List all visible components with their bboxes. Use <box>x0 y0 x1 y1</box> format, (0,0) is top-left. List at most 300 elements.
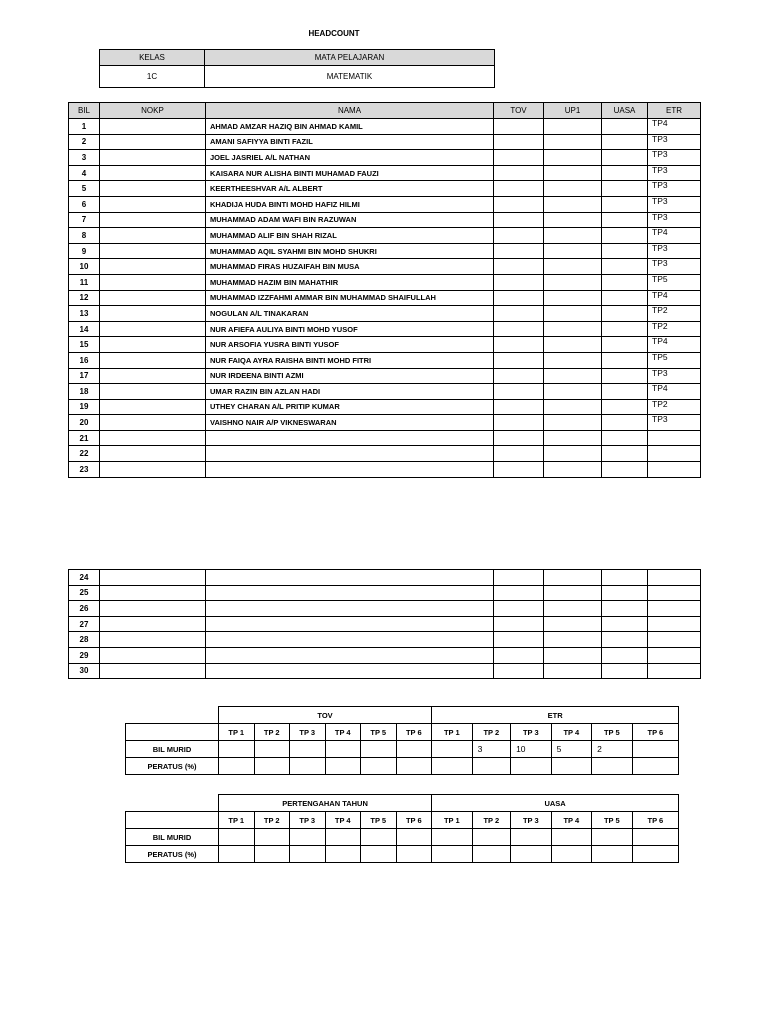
etr-header: ETR <box>648 103 701 119</box>
uasa-cell[interactable] <box>602 384 648 400</box>
nokp-cell[interactable] <box>100 384 206 400</box>
tov-cell[interactable] <box>494 446 544 462</box>
bil-cell: 13 <box>69 306 100 322</box>
nama-cell[interactable] <box>206 601 494 617</box>
summary-tp-row <box>126 724 679 741</box>
uasa-cell[interactable] <box>602 337 648 353</box>
tp-label: TP 2 <box>472 812 511 829</box>
nokp-cell[interactable] <box>100 632 206 648</box>
tp-label: TP 3 <box>511 724 552 741</box>
nokp-cell[interactable] <box>100 306 206 322</box>
nama-cell[interactable] <box>206 647 494 663</box>
tov-cell[interactable] <box>494 181 544 197</box>
etr-cell[interactable] <box>648 663 701 679</box>
summary-value-cell[interactable] <box>219 846 255 863</box>
summary-value-cell[interactable]: 5 <box>551 741 592 758</box>
uasa-cell[interactable] <box>602 274 648 290</box>
table-row <box>69 647 701 663</box>
summary-value-cell[interactable] <box>396 829 432 846</box>
nokp-cell[interactable] <box>100 134 206 150</box>
tov-cell[interactable] <box>494 212 544 228</box>
nama-cell[interactable]: MUHAMMAD FIRAS HUZAIFAH BIN MUSA <box>206 259 494 275</box>
table-row <box>69 632 701 648</box>
summary-value-cell[interactable] <box>325 846 361 863</box>
up1-cell[interactable] <box>544 150 602 166</box>
uasa-cell[interactable] <box>602 259 648 275</box>
etr-cell[interactable] <box>648 647 701 663</box>
bil-cell: 30 <box>69 663 100 679</box>
uasa-cell[interactable] <box>602 601 648 617</box>
nama-cell[interactable]: MUHAMMAD ADAM WAFI BIN RAZUWAN <box>206 212 494 228</box>
tov-cell[interactable] <box>494 415 544 431</box>
nokp-cell[interactable] <box>100 181 206 197</box>
up1-cell[interactable] <box>544 647 602 663</box>
summary-value-cell[interactable] <box>592 846 633 863</box>
etr-cell[interactable]: TP3 <box>648 415 701 431</box>
up1-cell[interactable] <box>544 570 602 586</box>
etr-cell[interactable] <box>648 570 701 586</box>
tov-header: TOV <box>494 103 544 119</box>
nokp-cell[interactable] <box>100 663 206 679</box>
bil-cell: 25 <box>69 585 100 601</box>
summary-value-cell[interactable] <box>632 829 679 846</box>
uasa-cell[interactable] <box>602 446 648 462</box>
uasa-cell[interactable] <box>602 134 648 150</box>
uasa-cell[interactable] <box>602 119 648 135</box>
etr-cell[interactable]: TP3 <box>648 134 701 150</box>
bil-cell: 12 <box>69 290 100 306</box>
summary-value-cell[interactable] <box>290 741 326 758</box>
nama-cell[interactable] <box>206 430 494 446</box>
etr-cell[interactable]: TP2 <box>648 399 701 415</box>
bil-cell: 26 <box>69 601 100 617</box>
up1-cell[interactable] <box>544 585 602 601</box>
summary-value-cell[interactable] <box>361 758 397 775</box>
summary-value-cell[interactable] <box>290 829 326 846</box>
nama-cell[interactable] <box>206 616 494 632</box>
peratus-row <box>126 758 679 775</box>
nokp-cell[interactable] <box>100 616 206 632</box>
mata-pelajaran-value[interactable]: MATEMATIK <box>205 66 495 88</box>
tov-cell[interactable] <box>494 134 544 150</box>
summary-value-cell[interactable] <box>592 758 633 775</box>
tov-cell[interactable] <box>494 430 544 446</box>
bil-header: BIL <box>69 103 100 119</box>
etr-cell[interactable]: TP3 <box>648 165 701 181</box>
tov-cell[interactable] <box>494 399 544 415</box>
summary-value-cell[interactable] <box>219 741 255 758</box>
etr-cell[interactable]: TP4 <box>648 384 701 400</box>
nama-cell[interactable]: NOGULAN A/L TINAKARAN <box>206 306 494 322</box>
up1-cell[interactable] <box>544 601 602 617</box>
up1-cell[interactable] <box>544 616 602 632</box>
nama-cell[interactable] <box>206 570 494 586</box>
etr-cell[interactable] <box>648 430 701 446</box>
nokp-cell[interactable] <box>100 196 206 212</box>
tov-cell[interactable] <box>494 150 544 166</box>
summary-value-cell[interactable] <box>290 758 326 775</box>
summary-value-cell[interactable] <box>254 829 290 846</box>
summary-group-row <box>126 707 679 724</box>
nama-cell[interactable]: NUR FAIQA AYRA RAISHA BINTI MOHD FITRI <box>206 352 494 368</box>
nokp-cell[interactable] <box>100 290 206 306</box>
up1-cell[interactable] <box>544 165 602 181</box>
uasa-cell[interactable] <box>602 181 648 197</box>
summary-value-cell[interactable] <box>325 741 361 758</box>
summary-value-cell[interactable] <box>254 846 290 863</box>
uasa-cell[interactable] <box>602 368 648 384</box>
nama-cell[interactable]: MUHAMMAD IZZFAHMI AMMAR BIN MUHAMMAD SHAIFULLAH <box>206 290 494 306</box>
uasa-cell[interactable] <box>602 415 648 431</box>
table-row <box>69 570 701 586</box>
summary-value-cell[interactable] <box>432 741 473 758</box>
etr-cell[interactable]: TP3 <box>648 368 701 384</box>
summary-value-cell[interactable] <box>632 741 679 758</box>
tov-cell[interactable] <box>494 647 544 663</box>
uasa-cell[interactable] <box>602 663 648 679</box>
nokp-cell[interactable] <box>100 430 206 446</box>
nokp-cell[interactable] <box>100 399 206 415</box>
summary-value-cell[interactable] <box>432 758 473 775</box>
etr-cell[interactable] <box>648 462 701 478</box>
up1-cell[interactable] <box>544 663 602 679</box>
table-row <box>69 212 701 228</box>
up1-cell[interactable] <box>544 259 602 275</box>
nama-cell[interactable]: AMANI SAFIYYA BINTI FAZIL <box>206 134 494 150</box>
etr-cell[interactable]: TP4 <box>648 119 701 135</box>
summary-value-cell[interactable] <box>290 846 326 863</box>
summary-value-cell[interactable] <box>551 846 592 863</box>
summary-value-cell[interactable] <box>219 829 255 846</box>
uasa-cell[interactable] <box>602 150 648 166</box>
summary-label-blank <box>126 812 219 829</box>
tp-label: TP 1 <box>219 724 255 741</box>
summary-value-cell[interactable] <box>511 846 552 863</box>
summary-value-cell[interactable] <box>551 829 592 846</box>
uasa-cell[interactable] <box>602 321 648 337</box>
nama-cell[interactable] <box>206 663 494 679</box>
nokp-cell[interactable] <box>100 228 206 244</box>
nama-cell[interactable]: JOEL JASRIEL A/L NATHAN <box>206 150 494 166</box>
table-row <box>69 399 701 415</box>
summary-table-pertengahan-uasa <box>125 794 679 863</box>
nokp-cell[interactable] <box>100 259 206 275</box>
bil-cell: 19 <box>69 399 100 415</box>
bil-cell: 28 <box>69 632 100 648</box>
etr-cell[interactable]: TP3 <box>648 243 701 259</box>
tov-cell[interactable] <box>494 462 544 478</box>
summary-value-cell[interactable] <box>325 758 361 775</box>
up1-cell[interactable] <box>544 212 602 228</box>
up1-cell[interactable] <box>544 415 602 431</box>
uasa-cell[interactable] <box>602 352 648 368</box>
nama-cell[interactable]: MUHAMMAD HAZIM BIN MAHATHIR <box>206 274 494 290</box>
nokp-cell[interactable] <box>100 601 206 617</box>
uasa-cell[interactable] <box>602 243 648 259</box>
etr-cell[interactable]: TP2 <box>648 306 701 322</box>
up1-cell[interactable] <box>544 243 602 259</box>
up1-cell[interactable] <box>544 399 602 415</box>
nama-cell[interactable]: UTHEY CHARAN A/L PRITIP KUMAR <box>206 399 494 415</box>
etr-cell[interactable]: TP3 <box>648 259 701 275</box>
summary-value-cell[interactable] <box>551 758 592 775</box>
summary-row-label: BIL MURID <box>126 741 219 758</box>
summary-value-cell[interactable] <box>325 829 361 846</box>
tp-label: TP 4 <box>551 724 592 741</box>
etr-cell[interactable] <box>648 585 701 601</box>
uasa-cell[interactable] <box>602 616 648 632</box>
nama-cell[interactable]: KEERTHEESHVAR A/L ALBERT <box>206 181 494 197</box>
etr-cell[interactable] <box>648 446 701 462</box>
nama-cell[interactable]: MUHAMMAD AQIL SYAHMI BIN MOHD SHUKRI <box>206 243 494 259</box>
etr-cell[interactable]: TP5 <box>648 274 701 290</box>
nokp-cell[interactable] <box>100 212 206 228</box>
tov-cell[interactable] <box>494 321 544 337</box>
uasa-cell[interactable] <box>602 632 648 648</box>
up1-cell[interactable] <box>544 196 602 212</box>
up1-cell[interactable] <box>544 274 602 290</box>
tov-cell[interactable] <box>494 337 544 353</box>
table-row <box>69 243 701 259</box>
summary-value-cell[interactable] <box>219 758 255 775</box>
tov-cell[interactable] <box>494 196 544 212</box>
nama-cell[interactable]: UMAR RAZIN BIN AZLAN HADI <box>206 384 494 400</box>
uasa-cell[interactable] <box>602 212 648 228</box>
summary-group-row <box>126 795 679 812</box>
tp-label: TP 3 <box>290 812 326 829</box>
nokp-cell[interactable] <box>100 119 206 135</box>
summary-value-cell[interactable]: 2 <box>592 741 633 758</box>
tov-cell[interactable] <box>494 352 544 368</box>
tp-label: TP 3 <box>511 812 552 829</box>
table-row <box>69 274 701 290</box>
tp-label: TP 4 <box>551 812 592 829</box>
table-row <box>69 352 701 368</box>
uasa-cell[interactable] <box>602 462 648 478</box>
tp-label: TP 5 <box>592 724 633 741</box>
etr-cell[interactable] <box>648 616 701 632</box>
summary-value-cell[interactable] <box>396 758 432 775</box>
uasa-cell[interactable] <box>602 196 648 212</box>
uasa-cell[interactable] <box>602 306 648 322</box>
summary-group-right: UASA <box>432 795 679 812</box>
tov-cell[interactable] <box>494 632 544 648</box>
nama-cell[interactable] <box>206 462 494 478</box>
tov-cell[interactable] <box>494 228 544 244</box>
etr-cell[interactable] <box>648 601 701 617</box>
bil-cell: 1 <box>69 119 100 135</box>
tov-cell[interactable] <box>494 616 544 632</box>
table-row <box>69 306 701 322</box>
bil-cell: 20 <box>69 415 100 431</box>
nokp-cell[interactable] <box>100 274 206 290</box>
uasa-cell[interactable] <box>602 165 648 181</box>
nokp-cell[interactable] <box>100 368 206 384</box>
etr-cell[interactable]: TP4 <box>648 337 701 353</box>
up1-cell[interactable] <box>544 352 602 368</box>
summary-value-cell[interactable] <box>511 829 552 846</box>
etr-cell[interactable] <box>648 632 701 648</box>
tp-label: TP 2 <box>254 812 290 829</box>
table-row <box>69 321 701 337</box>
summary-value-cell[interactable] <box>472 758 511 775</box>
tov-cell[interactable] <box>494 585 544 601</box>
nokp-cell[interactable] <box>100 446 206 462</box>
etr-cell[interactable]: TP4 <box>648 290 701 306</box>
tov-cell[interactable] <box>494 368 544 384</box>
summary-value-cell[interactable] <box>361 829 397 846</box>
summary-corner <box>126 795 219 812</box>
nokp-cell[interactable] <box>100 585 206 601</box>
nokp-cell[interactable] <box>100 415 206 431</box>
up1-cell[interactable] <box>544 134 602 150</box>
kelas-value[interactable]: 1C <box>100 66 205 88</box>
nama-cell[interactable]: MUHAMMAD ALIF BIN SHAH RIZAL <box>206 228 494 244</box>
summary-value-cell[interactable]: 10 <box>511 741 552 758</box>
nokp-cell[interactable] <box>100 352 206 368</box>
nokp-cell[interactable] <box>100 243 206 259</box>
nokp-cell[interactable] <box>100 570 206 586</box>
summary-value-cell[interactable] <box>396 846 432 863</box>
uasa-cell[interactable] <box>602 430 648 446</box>
tp-label: TP 1 <box>432 812 473 829</box>
uasa-cell[interactable] <box>602 570 648 586</box>
tov-cell[interactable] <box>494 601 544 617</box>
summary-value-cell[interactable]: 3 <box>472 741 511 758</box>
summary-value-cell[interactable] <box>254 741 290 758</box>
uasa-cell[interactable] <box>602 399 648 415</box>
up1-cell[interactable] <box>544 321 602 337</box>
bil-cell: 17 <box>69 368 100 384</box>
etr-cell[interactable]: TP2 <box>648 321 701 337</box>
up1-cell[interactable] <box>544 384 602 400</box>
uasa-cell[interactable] <box>602 290 648 306</box>
tp-label: TP 4 <box>325 724 361 741</box>
up1-cell[interactable] <box>544 337 602 353</box>
table-row <box>69 119 701 135</box>
bil-cell: 4 <box>69 165 100 181</box>
summary-row-label: BIL MURID <box>126 829 219 846</box>
bil-cell: 3 <box>69 150 100 166</box>
summary-corner <box>126 707 219 724</box>
summary-value-cell[interactable] <box>632 758 679 775</box>
table-row <box>69 228 701 244</box>
tov-cell[interactable] <box>494 119 544 135</box>
up1-cell[interactable] <box>544 228 602 244</box>
summary-value-cell[interactable] <box>254 758 290 775</box>
uasa-cell[interactable] <box>602 585 648 601</box>
nama-cell[interactable] <box>206 585 494 601</box>
tp-label: TP 5 <box>361 724 397 741</box>
nokp-cell[interactable] <box>100 321 206 337</box>
summary-value-cell[interactable] <box>472 829 511 846</box>
summary-value-cell[interactable] <box>592 829 633 846</box>
summary-value-cell[interactable] <box>361 846 397 863</box>
summary-value-cell[interactable] <box>472 846 511 863</box>
student-roster-table-continued <box>68 569 701 679</box>
etr-cell[interactable]: TP5 <box>648 352 701 368</box>
up1-cell[interactable] <box>544 181 602 197</box>
up1-cell[interactable] <box>544 430 602 446</box>
table-row <box>69 196 701 212</box>
bil-cell: 24 <box>69 570 100 586</box>
etr-cell[interactable]: TP3 <box>648 181 701 197</box>
tov-cell[interactable] <box>494 663 544 679</box>
nama-cell[interactable]: VAISHNO NAIR A/P VIKNESWARAN <box>206 415 494 431</box>
nama-cell[interactable]: NUR ARSOFIA YUSRA BINTI YUSOF <box>206 337 494 353</box>
nama-cell[interactable]: AHMAD AMZAR HAZIQ BIN AHMAD KAMIL <box>206 119 494 135</box>
etr-cell[interactable]: TP3 <box>648 212 701 228</box>
table-row <box>69 165 701 181</box>
uasa-cell[interactable] <box>602 228 648 244</box>
nokp-cell[interactable] <box>100 337 206 353</box>
nama-cell[interactable]: NUR AFIEFA AULIYA BINTI MOHD YUSOF <box>206 321 494 337</box>
tov-cell[interactable] <box>494 165 544 181</box>
uasa-header: UASA <box>602 103 648 119</box>
nama-cell[interactable]: NUR IRDEENA BINTI AZMI <box>206 368 494 384</box>
nokp-cell[interactable] <box>100 462 206 478</box>
tov-cell[interactable] <box>494 290 544 306</box>
bil-cell: 23 <box>69 462 100 478</box>
bil-cell: 15 <box>69 337 100 353</box>
class-info-table <box>99 49 495 88</box>
summary-value-cell[interactable] <box>632 846 679 863</box>
up1-cell[interactable] <box>544 290 602 306</box>
summary-value-cell[interactable] <box>361 741 397 758</box>
nokp-cell[interactable] <box>100 647 206 663</box>
tov-cell[interactable] <box>494 306 544 322</box>
table-row <box>69 134 701 150</box>
tov-cell[interactable] <box>494 384 544 400</box>
table-row <box>69 368 701 384</box>
nokp-header: NOKP <box>100 103 206 119</box>
table-row <box>69 446 701 462</box>
up1-cell[interactable] <box>544 632 602 648</box>
summary-group-left: PERTENGAHAN TAHUN <box>219 795 432 812</box>
uasa-cell[interactable] <box>602 647 648 663</box>
bil-cell: 14 <box>69 321 100 337</box>
etr-cell[interactable]: TP3 <box>648 196 701 212</box>
nokp-cell[interactable] <box>100 165 206 181</box>
tov-cell[interactable] <box>494 243 544 259</box>
tp-label: TP 1 <box>432 724 473 741</box>
etr-cell[interactable]: TP4 <box>648 228 701 244</box>
nama-cell[interactable]: KAISARA NUR ALISHA BINTI MUHAMAD FAUZI <box>206 165 494 181</box>
up1-cell[interactable] <box>544 306 602 322</box>
up1-cell[interactable] <box>544 446 602 462</box>
up1-cell[interactable] <box>544 462 602 478</box>
tov-cell[interactable] <box>494 274 544 290</box>
tov-cell[interactable] <box>494 570 544 586</box>
etr-cell[interactable]: TP3 <box>648 150 701 166</box>
summary-row-label: PERATUS (%) <box>126 846 219 863</box>
bil-cell: 22 <box>69 446 100 462</box>
nokp-cell[interactable] <box>100 150 206 166</box>
summary-value-cell[interactable] <box>432 846 473 863</box>
summary-value-cell[interactable] <box>511 758 552 775</box>
tp-label: TP 6 <box>632 812 679 829</box>
tov-cell[interactable] <box>494 259 544 275</box>
nama-cell[interactable] <box>206 446 494 462</box>
bil-cell: 8 <box>69 228 100 244</box>
up1-cell[interactable] <box>544 119 602 135</box>
summary-value-cell[interactable] <box>432 829 473 846</box>
nama-cell[interactable] <box>206 632 494 648</box>
nama-cell[interactable]: KHADIJA HUDA BINTI MOHD HAFIZ HILMI <box>206 196 494 212</box>
summary-value-cell[interactable] <box>396 741 432 758</box>
tp-label: TP 3 <box>290 724 326 741</box>
up1-cell[interactable] <box>544 368 602 384</box>
